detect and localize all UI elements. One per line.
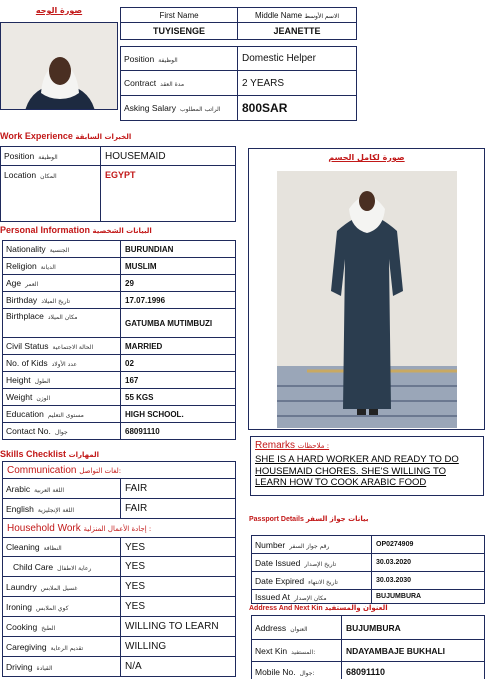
contact-value: 68091110 bbox=[121, 423, 236, 440]
age-value: 29 bbox=[121, 275, 236, 292]
table-row bbox=[3, 389, 236, 406]
household-header: Household Work إجادة الأعمال المنزلية : bbox=[3, 519, 236, 538]
remarks-box bbox=[250, 436, 484, 496]
table-row bbox=[252, 572, 485, 590]
we-location-value: EGYPT bbox=[101, 166, 236, 222]
contact-label: Contact No. جوال bbox=[3, 423, 121, 440]
weight-label: Weight الوزن bbox=[3, 389, 121, 406]
cooking-label: Cooking الطبخ bbox=[3, 617, 121, 637]
table-row bbox=[3, 275, 236, 292]
table-row bbox=[3, 557, 236, 577]
table-row bbox=[3, 338, 236, 355]
face-photo-title: صورة الوجه bbox=[35, 6, 83, 15]
first-name-label: First Name bbox=[121, 8, 238, 23]
cooking-value: WILLING TO LEARN bbox=[121, 617, 236, 637]
salary-value: 800SAR bbox=[238, 96, 357, 121]
middle-name-value: JEANETTE bbox=[238, 23, 357, 40]
child-care-label: Child Care رعاية الاطفال bbox=[3, 557, 121, 577]
birthday-value: 17.07.1996 bbox=[121, 292, 236, 309]
ironing-value: YES bbox=[121, 597, 236, 617]
table-row bbox=[3, 292, 236, 309]
table-row bbox=[3, 538, 236, 557]
birthplace-value: GATUMBA MUTIMBUZI bbox=[121, 309, 236, 338]
body-photo bbox=[277, 171, 457, 428]
personal-info-title: Personal Information البيانات الشخصية bbox=[0, 225, 152, 235]
table-row bbox=[3, 423, 236, 440]
laundry-value: YES bbox=[121, 577, 236, 597]
passport-number-value: OP0274909 bbox=[372, 536, 485, 554]
date-issued-value: 30.03.2020 bbox=[372, 554, 485, 572]
table-row bbox=[3, 258, 236, 275]
table-row bbox=[3, 597, 236, 617]
we-location-label: Location المكان bbox=[1, 166, 101, 222]
work-experience-table bbox=[0, 146, 236, 222]
face-photo bbox=[0, 22, 118, 110]
weight-value: 55 KGS bbox=[121, 389, 236, 406]
table-row bbox=[252, 616, 485, 640]
table-row bbox=[3, 479, 236, 499]
table-row bbox=[3, 309, 236, 338]
religion-value: MUSLIM bbox=[121, 258, 236, 275]
passport-title: Passport Details بيانات جواز السفر bbox=[249, 515, 369, 523]
english-label: English اللغة الإنجليزية bbox=[3, 499, 121, 519]
salary-label: Asking Salary الراتب المطلوب bbox=[121, 96, 238, 121]
body-photo-title: صورة لكامل الجسم bbox=[328, 153, 405, 162]
arabic-value: FAIR bbox=[121, 479, 236, 499]
table-row bbox=[3, 499, 236, 519]
table-row bbox=[252, 640, 485, 662]
table-row bbox=[252, 590, 485, 604]
table-row bbox=[3, 617, 236, 637]
position-label: Position الوظيفة bbox=[121, 47, 238, 71]
education-label: Education مستوى التعليم bbox=[3, 406, 121, 423]
nationality-label: Nationality الجنسية bbox=[3, 241, 121, 258]
birthplace-label: Birthplace مكان الميلاد bbox=[3, 309, 121, 338]
first-name-value: TUYISENGE bbox=[121, 23, 238, 40]
address-title: Address And Next Kin العنوان والمستفيد bbox=[249, 604, 388, 612]
remarks-title: Remarks ملاحظات : bbox=[255, 440, 330, 451]
table-row bbox=[252, 554, 485, 572]
laundry-label: Laundry غسيل الملابس bbox=[3, 577, 121, 597]
date-expired-label: Date Expired تاريخ الانتهاء bbox=[252, 572, 372, 590]
work-experience-title: Work Experience الخبرات السابقة bbox=[0, 131, 132, 141]
table-row bbox=[252, 662, 485, 679]
issued-at-value: BUJUMBURA bbox=[372, 590, 485, 604]
age-label: Age العمر bbox=[3, 275, 121, 292]
job-table bbox=[120, 46, 357, 121]
civil-status-value: MARRIED bbox=[121, 338, 236, 355]
table-row bbox=[3, 241, 236, 258]
middle-name-label: Middle Name الاسم الأوسط bbox=[238, 8, 357, 23]
table-row bbox=[3, 637, 236, 657]
caregiving-value: WILLING bbox=[121, 637, 236, 657]
we-position-value: HOUSEMAID bbox=[101, 147, 236, 166]
communication-header: Communication لغات التواصل: bbox=[3, 462, 236, 479]
next-kin-label: Next Kin المستفيد: bbox=[252, 640, 342, 662]
kids-value: 02 bbox=[121, 355, 236, 372]
table-row bbox=[252, 536, 485, 554]
driving-label: Driving القيادة bbox=[3, 657, 121, 677]
english-value: FAIR bbox=[121, 499, 236, 519]
passport-number-label: Number رقم جواز السفر bbox=[252, 536, 372, 554]
height-label: Height الطول bbox=[3, 372, 121, 389]
next-kin-value: NDAYAMBAJE BUKHALI bbox=[342, 640, 485, 662]
we-position-label: Position الوظيفة bbox=[1, 147, 101, 166]
date-expired-value: 30.03.2030 bbox=[372, 572, 485, 590]
nationality-value: BURUNDIAN bbox=[121, 241, 236, 258]
ironing-label: Ironing كوي الملابس bbox=[3, 597, 121, 617]
address-label: Address العنوان bbox=[252, 616, 342, 640]
position-value: Domestic Helper bbox=[238, 47, 357, 71]
contract-value: 2 YEARS bbox=[238, 71, 357, 96]
skills-title: Skills Checklist المهارات bbox=[0, 449, 99, 459]
passport-table bbox=[251, 535, 485, 604]
religion-label: Religion الديانة bbox=[3, 258, 121, 275]
caregiving-label: Caregiving تقديم الرعاية bbox=[3, 637, 121, 657]
table-row bbox=[3, 657, 236, 677]
mobile-label: Mobile No. جوال: bbox=[252, 662, 342, 679]
cleaning-value: YES bbox=[121, 538, 236, 557]
education-value: HIGH SCHOOL. bbox=[121, 406, 236, 423]
child-care-value: YES bbox=[121, 557, 236, 577]
contract-label: Contract مدة العقد bbox=[121, 71, 238, 96]
skills-table bbox=[2, 461, 236, 677]
address-value: BUJUMBURA bbox=[342, 616, 485, 640]
issued-at-label: Issued At مكان الإصدار bbox=[252, 590, 372, 604]
height-value: 167 bbox=[121, 372, 236, 389]
remarks-text: SHE IS A HARD WORKER AND READY TO DO HOUSEMAID CHORES. SHE'S WILLING TO LEARN HOW TO COOK ARABIC FOOD bbox=[255, 454, 459, 488]
birthday-label: Birthday تاريخ الميلاد bbox=[3, 292, 121, 309]
arabic-label: Arabic اللغة العربية bbox=[3, 479, 121, 499]
date-issued-label: Date Issued تاريخ الإصدار bbox=[252, 554, 372, 572]
address-table bbox=[251, 615, 485, 679]
personal-info-table bbox=[2, 240, 236, 440]
table-row bbox=[3, 577, 236, 597]
civil-status-label: Civil Status الحالة الاجتماعية bbox=[3, 338, 121, 355]
driving-value: N/A bbox=[121, 657, 236, 677]
table-row bbox=[3, 355, 236, 372]
cleaning-label: Cleaning النظافة bbox=[3, 538, 121, 557]
mobile-value: 68091110 bbox=[342, 662, 485, 679]
kids-label: No. of Kids عدد الأولاد bbox=[3, 355, 121, 372]
table-row bbox=[3, 372, 236, 389]
body-photo-frame bbox=[248, 148, 485, 430]
name-table bbox=[120, 7, 357, 40]
table-row bbox=[3, 406, 236, 423]
